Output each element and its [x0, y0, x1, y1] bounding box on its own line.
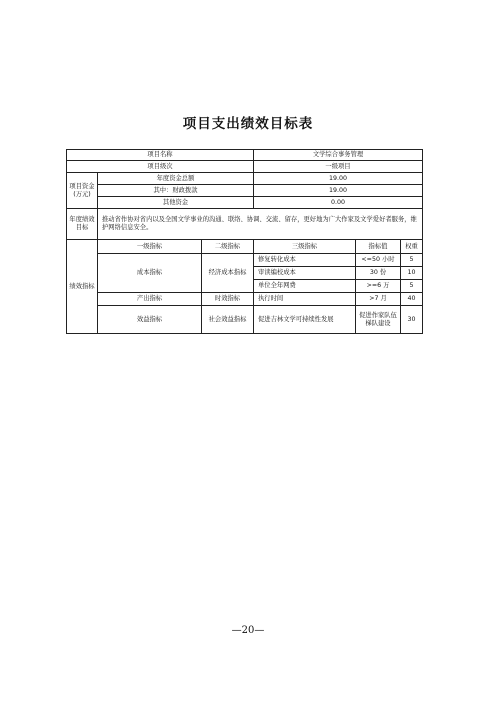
page-title: 项目支出绩效目标表 [182, 116, 314, 132]
indicator-weight: 5 [401, 254, 423, 267]
indicator-weight: 30 [401, 306, 423, 334]
project-level-label: 项目级次 [67, 161, 254, 173]
social-benefit-label: 社会效益指标 [202, 306, 254, 334]
table-row [67, 173, 423, 185]
cost-indicator-label: 成本指标 [98, 254, 202, 293]
third-level-indicator: 执行时间 [254, 293, 356, 306]
third-level-indicator: 促进吉林文学可持续性发展 [254, 306, 356, 334]
indicator-value: 30 份 [356, 267, 401, 280]
third-level-indicator: 修复转化成本 [254, 254, 356, 267]
timeliness-label: 时效指标 [202, 293, 254, 306]
header-weight: 权重 [401, 240, 423, 254]
project-name-label: 项目名称 [67, 150, 254, 161]
header-level-1: 一级指标 [98, 240, 202, 254]
performance-goal-table [66, 149, 423, 334]
third-level-indicator: 单位全年网费 [254, 280, 356, 293]
table-row [67, 254, 423, 267]
project-level-value: 一级项目 [254, 161, 423, 173]
annual-goal-text: 推动省作协对省内以及全国文学事业的沟通、联络、协调、交流、留存，更好地为广大作家及文学爱好者服务，维护网络信息安全。 [98, 209, 423, 240]
table-row [67, 209, 423, 240]
economic-cost-label: 经济成本指标 [202, 254, 254, 293]
other-funds-label: 其他资金 [98, 197, 254, 209]
annual-total-value: 19.00 [254, 173, 423, 185]
indicator-weight: 10 [401, 267, 423, 280]
header-level-2: 二级指标 [202, 240, 254, 254]
third-level-indicator: 审读编校成本 [254, 267, 356, 280]
indicator-value: 促进作家队伍梯队建设 [356, 306, 401, 334]
table-row [67, 293, 423, 306]
indicator-value: >=6 万 [356, 280, 401, 293]
table-row [67, 197, 423, 209]
header-indicator-value: 指标值 [356, 240, 401, 254]
project-name-value: 文学综合事务管理 [254, 150, 423, 161]
other-funds-value: 0.00 [254, 197, 423, 209]
output-indicator-label: 产出指标 [98, 293, 202, 306]
annual-total-label: 年度资金总额 [98, 173, 254, 185]
indicators-label: 绩效指标 [67, 240, 98, 334]
table-row [67, 185, 423, 197]
table-row [67, 306, 423, 334]
header-level-3: 三级指标 [254, 240, 356, 254]
table-row [67, 240, 423, 254]
fiscal-label: 其中：财政拨款 [98, 185, 254, 197]
indicator-weight: 5 [401, 280, 423, 293]
table-row [67, 150, 423, 161]
page-number: —20— [231, 625, 265, 636]
indicator-weight: 40 [401, 293, 423, 306]
indicator-value: <=50 小时 [356, 254, 401, 267]
indicator-value: >7 月 [356, 293, 401, 306]
fiscal-value: 19.00 [254, 185, 423, 197]
benefit-indicator-label: 效益指标 [98, 306, 202, 334]
table-row [67, 161, 423, 173]
annual-goal-label: 年度绩效目标 [67, 209, 98, 240]
funds-label: 项目资金(万元) [67, 173, 98, 209]
